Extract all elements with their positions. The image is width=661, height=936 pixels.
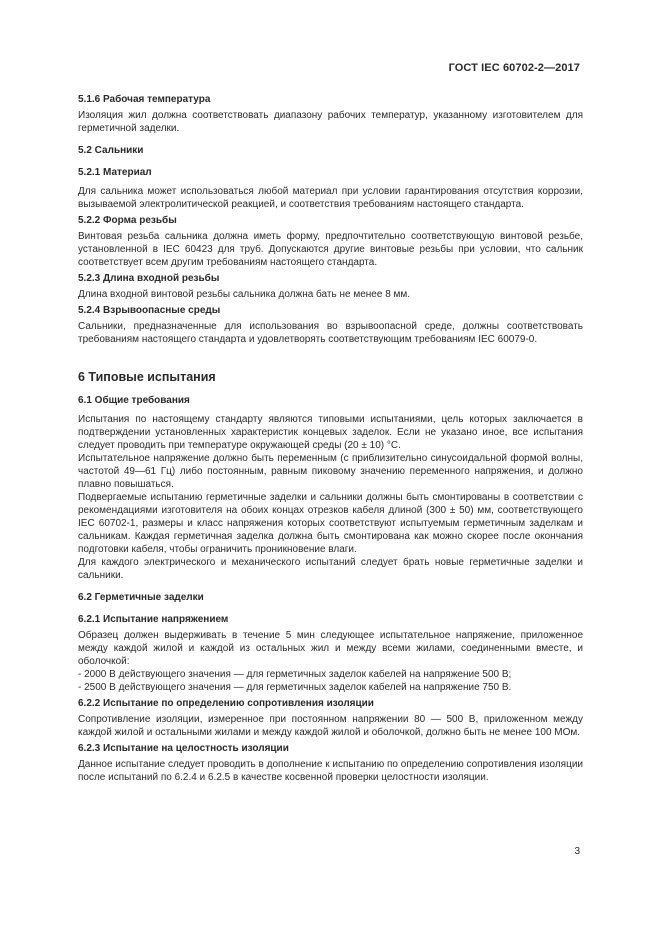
- heading-5-2: 5.2 Сальники: [78, 145, 144, 156]
- paragraph-5-1-6: Изоляция жил должна соответствовать диапазону рабочих температур, указанному изготовителем для герметичной заделки.: [78, 110, 583, 134]
- paragraph-6-2-2: Сопротивление изоляции, измеренное при постоянном напряжении 80 — 500 В, приложенном между каждой жилой и остальными жилами и между каждой жилой и оболочкой, должно быть не менее 100 МОм.: [78, 714, 583, 738]
- paragraph-6-2-3: Данное испытание следует проводить в дополнение к испытанию по определению сопротивления изоляции после испытаний по 6.2.4 и 6.2.5 в качестве косвенной проверки целостности изоляции.: [78, 759, 583, 783]
- heading-6-2-2: 6.2.2 Испытание по определению сопротивления изоляции: [78, 698, 374, 709]
- document-body: [78, 93, 583, 784]
- heading-6-1: 6.1 Общие требования: [78, 395, 190, 406]
- heading-6-2-1: 6.2.1 Испытание напряжением: [78, 614, 229, 625]
- paragraph-5-2-2: Винтовая резьба сальника должна иметь форму, предпочтительно соответствующую винтовой резьбе, установленной в IEC 60423 для труб. Допускаются другие винтовые резьбы при условии, что сальник соответствует всем другим требованиям настоящего стандарта.: [78, 231, 583, 268]
- paragraph-6-1-4: Для каждого электрического и механического испытаний следует брать новые герметичные заделки и сальники.: [78, 557, 583, 581]
- heading-6: 6 Типовые испытания: [78, 370, 216, 384]
- paragraph-6-1-1: Испытания по настоящему стандарту являются типовыми испытаниями, цель которых заключается в подтверждении установленных характеристик концевых заделок. Если не указано иное, все испытания следует проводить при температуре окружающей среды (20 ± 10) °С.: [78, 414, 583, 451]
- heading-5-2-4: 5.2.4 Взрывоопасные среды: [78, 305, 221, 316]
- heading-5-2-3: 5.2.3 Длина входной резьбы: [78, 273, 220, 284]
- list-item: - 2000 В действующего значения — для герметичных заделок кабелей на напряжение 500 В;: [78, 669, 512, 680]
- paragraph-5-2-1: Для сальника может использоваться любой материал при условии гарантирования отсутствия коррозии, вызываемой электролитической реакцией, и соответствия требованиям настоящего стандарта.: [78, 186, 583, 210]
- heading-5-2-1: 5.2.1 Материал: [78, 167, 152, 178]
- heading-5-2-2: 5.2.2 Форма резьбы: [78, 215, 177, 226]
- list-item: - 2500 В действующего значения — для герметичных заделок кабелей на напряжение 750 В.: [78, 682, 512, 693]
- paragraph-6-2-1: Образец должен выдерживать в течение 5 мин следующее испытательное напряжение, приложенное между каждой жилой и каждой из остальных жил и между всеми жилами, соединенными вместе, и оболочкой:: [78, 630, 583, 667]
- paragraph-6-1-2: Испытательное напряжение должно быть переменным (с приблизительно синусоидальной формой волны, частотой 49—61 Гц) либо постоянным, равным пиковому значению переменного напряжения, и должно плавно повышаться.: [78, 453, 583, 490]
- paragraph-6-1-3: Подвергаемые испытанию герметичные заделки и сальники должны быть смонтированы в соответствии с рекомендациями изготовителя на обоих концах отрезков кабеля длиной (300 ± 50) мм, соответствующего IEC 60702-1, размеры и класс напряжения которых соответствуют испытуемым герметичным заделкам и сальникам. Каждая герметичная заделка должна быть смонтирована как можно скорее после окончания подготовки кабеля, чтобы ограничить проникновение влаги.: [78, 492, 583, 555]
- document-code: ГОСТ IEC 60702-2—2017: [448, 62, 580, 74]
- page-number: 3: [574, 846, 580, 857]
- paragraph-5-2-3: Длина входной винтовой резьбы сальника должна бать не менее 8 мм.: [78, 289, 411, 300]
- heading-6-2-3: 6.2.3 Испытание на целостность изоляции: [78, 743, 289, 754]
- paragraph-5-2-4: Сальники, предназначенные для использования во взрывоопасной среде, должны соответствовать требованиям настоящего стандарта и удовлетворять соответствующим требованиям IEC 60079-0.: [78, 321, 583, 345]
- heading-6-2: 6.2 Герметичные заделки: [78, 592, 204, 603]
- heading-5-1-6: 5.1.6 Рабочая температура: [78, 94, 211, 105]
